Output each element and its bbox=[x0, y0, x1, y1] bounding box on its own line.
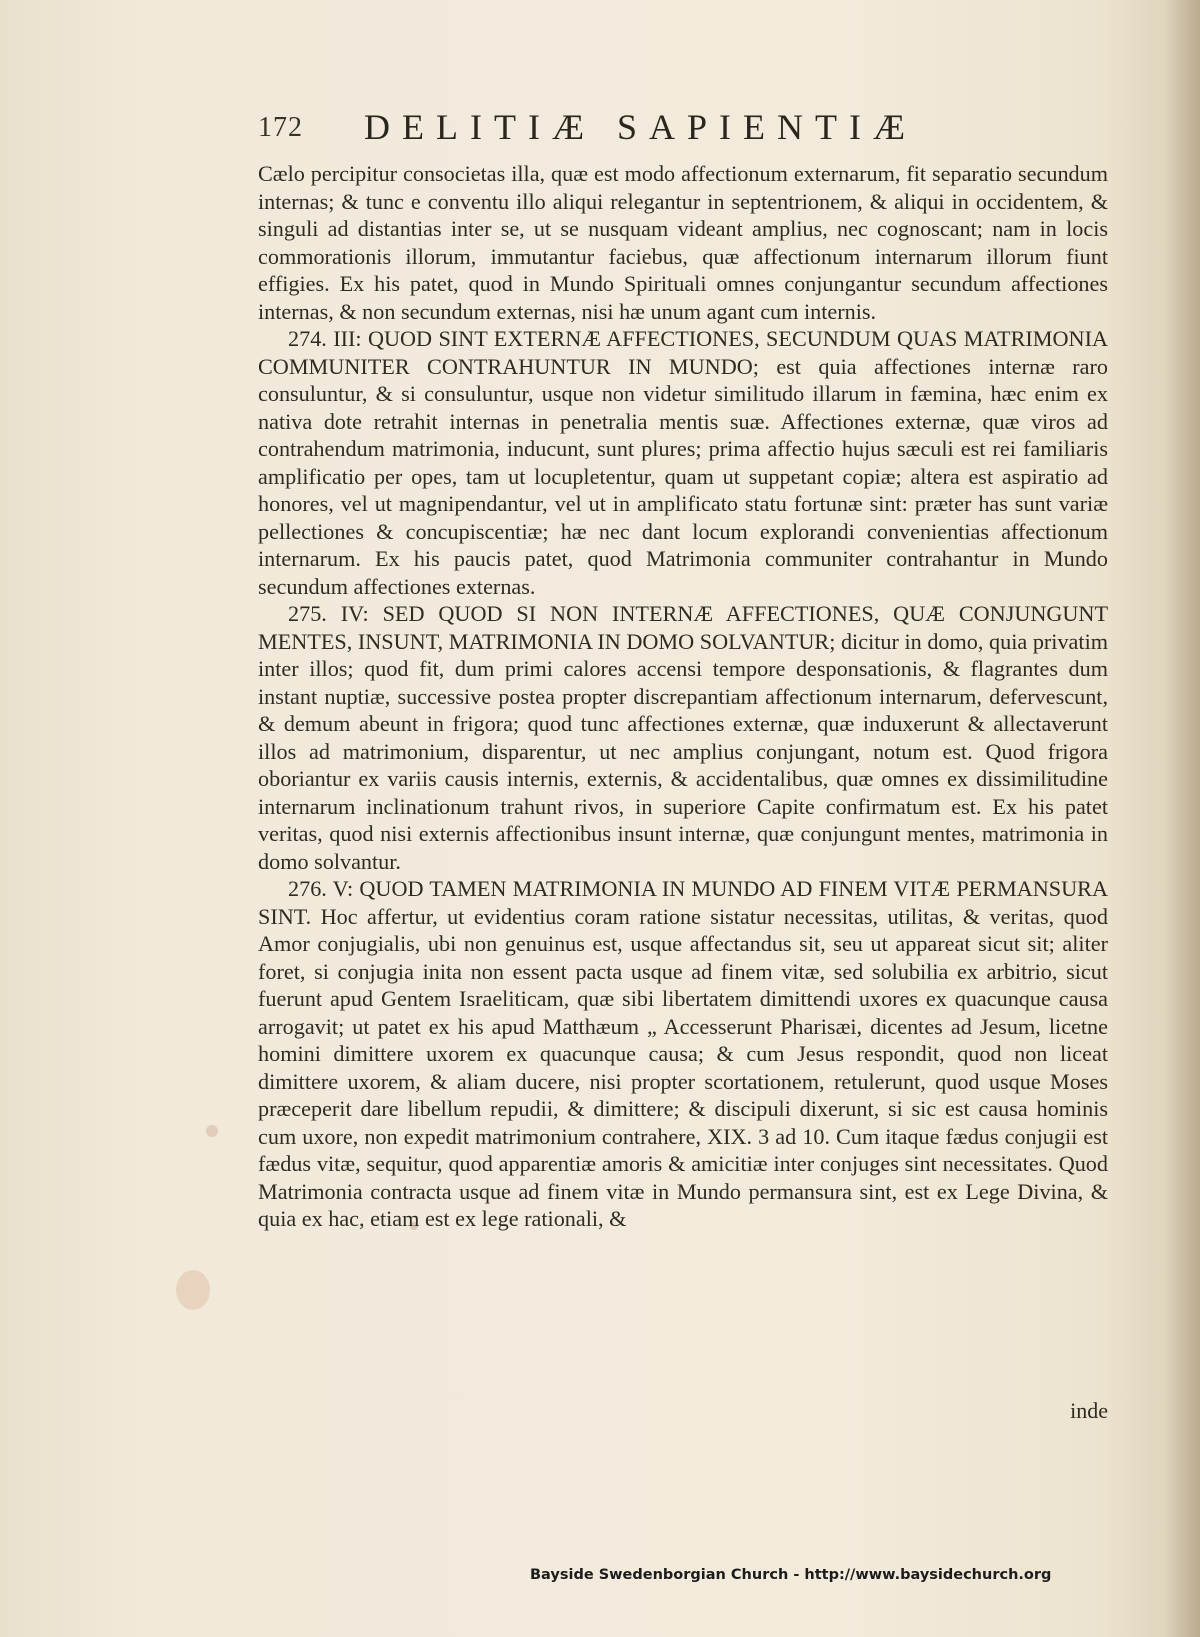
body-text bbox=[258, 160, 1108, 1233]
catchword: inde bbox=[1070, 1398, 1108, 1423]
paragraph-276: 276. V: QUOD TAMEN MATRIMONIA IN MUNDO AD FINEM VITÆ PERMANSURA SINT. Hoc affertur, ut evidentius coram ratione sistatur necessitas, utilitas, & veritas, quod Amor conjugialis, ubi non genuinus est, usque affectandus sit, seu ut appareat sicut sit; aliter foret, si conjugia inita non essent pacta usque ad finem vitæ, sed solubilia ex arbitrio, sicut fuerunt apud Gentem Israeliticam, quæ sibi libertatem dimittendi uxores ex quacunque causa arrogavit; ut patet ex his apud Matthæum „ Accesserunt Pharisæi, dicentes ad Jesum, licetne homini dimittere uxorem ex quacunque causa; & cum Jesus respondit, quod non liceat dimittere uxorem, & aliam ducere, nisi propter scortationem, retulerunt, quod usque Moses præceperit dare libellum repudii, & dimittere; & discipuli dixerunt, si sic est causa hominis cum uxore, non expedit matrimonium contrahere, XIX. 3 ad 10. Cum itaque fædus conjugii est fædus vitæ, sequitur, quod apparentiæ amoris & amicitiæ inter conjuges sint necessitates. Quod Matrimonia contracta usque ad finem vitæ in Mundo permansura sint, est ex Lege Divina, & quia ex hac, etiam est ex lege rationali, & bbox=[258, 876, 1108, 1231]
page-gutter-shadow bbox=[1164, 0, 1200, 1637]
footer-credit: Bayside Swedenborgian Church - http://www.baysidechurch.org bbox=[530, 1567, 1052, 1583]
paragraph: Cælo percipitur consocietas illa, quæ est modo affectionum externarum, fit separatio secundum internas; & tunc e conventu illo aliqui relegantur in septentrionem, & aliqui in occidentem, & singuli ad distantias inter se, ut se nusquam videant amplius, nec cognoscant; nam in locis commorationis illorum, immutantur faciebus, quæ affectionum internarum illorum fiunt effigies. Ex his patet, quod in Mundo Spirituali omnes conjungantur secundum affectiones internas, & non secundum externas, nisi hæ unum agant cum internis. bbox=[258, 161, 1108, 324]
foxing-stain bbox=[206, 1125, 218, 1137]
foxing-stain bbox=[176, 1270, 210, 1310]
paragraph-275: 275. IV: SED QUOD SI NON INTERNÆ AFFECTIONES, QUÆ CONJUNGUNT MENTES, INSUNT, MATRIMONIA IN DOMO SOLVANTUR; dicitur in domo, quia privatim inter illos; quod fit, dum primi calores accensi tempore desponsationis, & flagrantes dum instant nuptiæ, successive postea propter discrepantiam affectionum internarum, defervescunt, & demum abeunt in frigora; quod tunc affectiones externæ, quæ induxerunt & allectaverunt illos ad matrimonium, disparentur, ut nec amplius conjungant, notum est. Quod frigora oboriantur ex variis causis internis, externis, & accidentalibus, quæ omnes ex dissimilitudine internarum inclinationum trahunt rivos, in superiore Capite confirmatum est. Ex his patet veritas, quod nisi externis affectionibus insunt internæ, quæ conjungunt mentes, matrimonia in domo solvantur. bbox=[258, 601, 1108, 874]
running-title: DELITIÆ SAPIENTIÆ bbox=[364, 107, 917, 147]
paragraph-274: 274. III: QUOD SINT EXTERNÆ AFFECTIONES, SECUNDUM QUAS MATRIMONIA COMMUNITER CONTRAHUNTUR IN MUNDO; est quia affectiones internæ raro consuluntur, & si consuluntur, usque non videtur similitudo illarum in fæmina, hæc enim ex nativa dote retrahit internas in penetralia mentis suæ. Affectiones externæ, quæ viros ad contrahendum matrimonia, inducunt, sunt plures; prima affectio hujus sæculi est rei familiaris amplificatio per opes, tam ut locupletentur, quam ut suppetant copiæ; altera est aspiratio ad honores, vel ut magnipendantur, vel ut in amplificato statu fortunæ sint: præter has sunt variæ pellectiones & concupiscentiæ; hæ nec dant locum explorandi convenientias affectionum internarum. Ex his paucis patet, quod Matrimonia communiter contrahantur in Mundo secundum affectiones externas. bbox=[258, 326, 1108, 599]
page-header bbox=[258, 104, 988, 154]
page-number: 172 bbox=[258, 112, 303, 143]
